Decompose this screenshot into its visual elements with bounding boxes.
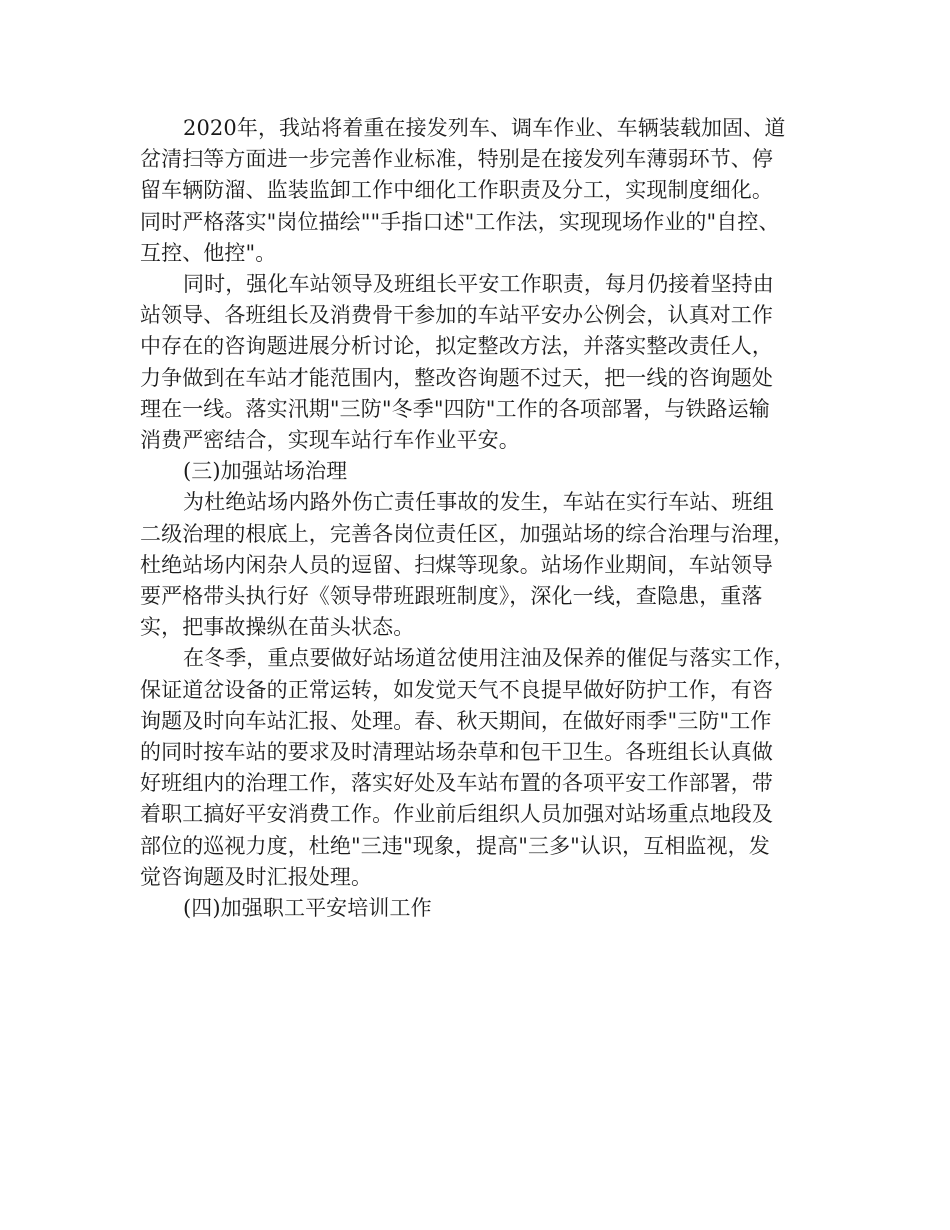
- text-line: 力争做到在车站才能范围内，整改咨询题不过天，把一线的咨询题处: [140, 365, 773, 390]
- text-line: 的同时按车站的要求及时清理站场杂草和包干卫生。各班组长认真做: [140, 740, 773, 765]
- text-line: 理在一线。落实汛期"三防"冬季"四防"工作的各项部署，与铁路运输: [140, 396, 770, 421]
- text-line: 互控、他控"。: [140, 240, 277, 265]
- text-line: 杜绝站场内闲杂人员的逗留、扫煤等现象。站场作业期间，车站领导: [140, 552, 773, 577]
- text-line: 消费严密结合，实现车站行车作业平安。: [140, 428, 520, 453]
- text-line: 留车辆防溜、监装监卸工作中细化工作职责及分工，实现制度细化。: [140, 178, 773, 203]
- text-line: 二级治理的根底上，完善各岗位责任区，加强站场的综合治理与治理，: [140, 521, 795, 546]
- section-heading: (四)加强职工平安培训工作: [183, 896, 432, 921]
- document-body: [140, 113, 824, 924]
- text-line: 实，把事故操纵在苗头状态。: [140, 615, 415, 640]
- text-line: 同时，强化车站领导及班组长平安工作职责，每月仍接着坚持由: [183, 272, 774, 297]
- text-line: 好班组内的治理工作，落实好处及车站布置的各项平安工作部署，带: [140, 771, 773, 796]
- text-line: 着职工搞好平安消费工作。作业前后组织人员加强对站场重点地段及: [140, 802, 773, 827]
- text-line: 中存在的咨询题进展分析讨论，拟定整改方法，并落实整改责任人，: [140, 334, 773, 359]
- text-line: 2020年，我站将着重在接发列车、调车作业、车辆装载加固、道: [183, 116, 786, 140]
- text-line: 要严格带头执行好《领导带班跟班制度》，深化一线，查隐患，重落: [140, 584, 763, 609]
- text-line: 询题及时向车站汇报、处理。春、秋天期间，在做好雨季"三防"工作: [140, 708, 772, 733]
- text-line: 为杜绝站场内路外伤亡责任事故的发生，车站在实行车站、班组: [183, 490, 774, 515]
- text-line: 觉咨询题及时汇报处理。: [140, 864, 373, 889]
- section-heading: (三)加强站场治理: [183, 459, 348, 484]
- text-line: 部位的巡视力度，杜绝"三违"现象，提高"三多"认识，互相监视，发: [140, 833, 770, 858]
- text-line: 保证道岔设备的正常运转，如发觉天气不良提早做好防护工作，有咨: [140, 677, 773, 702]
- text-line: 同时严格落实"岗位描绘""手指口述"工作法，实现现场作业的"自控、: [140, 209, 780, 234]
- text-line: 在冬季，重点要做好站场道岔使用注油及保养的催促与落实工作，: [183, 646, 795, 671]
- text-line: 岔清扫等方面进一步完善作业标准，特别是在接发列车薄弱环节、停: [140, 147, 773, 172]
- text-line: 站领导、各班组长及消费骨干参加的车站平安办公例会，认真对工作: [140, 303, 773, 328]
